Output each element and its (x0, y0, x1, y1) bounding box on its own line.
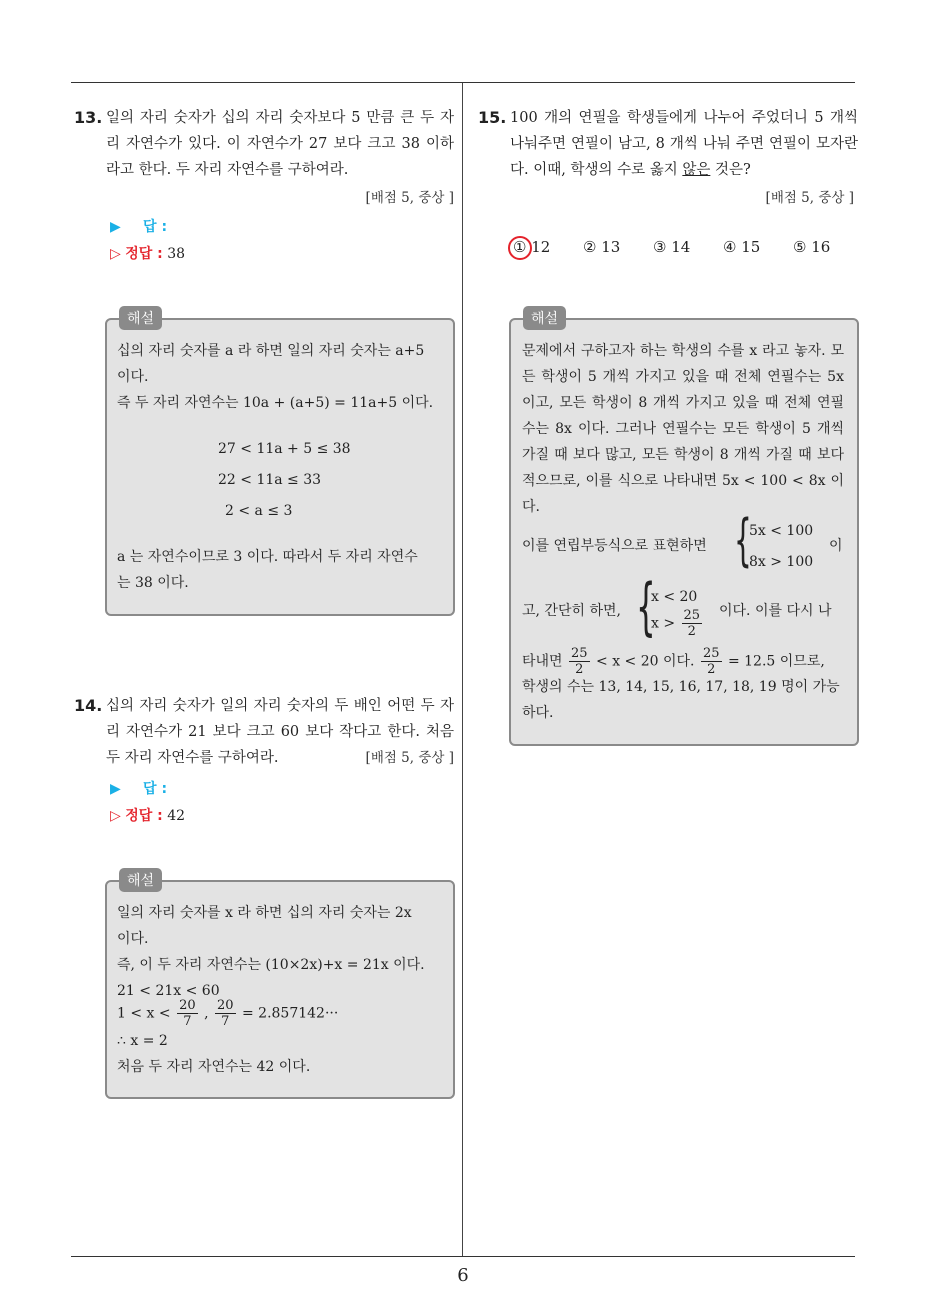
correct-value: 38 (167, 246, 186, 262)
correct-answer-line (110, 243, 185, 263)
denominator: 2 (707, 662, 716, 677)
explanation-line: 이다. (117, 369, 149, 385)
system-line: x < 20 (651, 589, 698, 605)
left-brace: { (734, 508, 752, 573)
fraction (701, 646, 722, 677)
explanation-line: 학생의 수는 13, 14, 15, 16, 17, 18, 19 명이 가능 (522, 679, 840, 695)
question-number: 13. (74, 108, 103, 127)
numerator: 25 (702, 646, 720, 661)
system-line: 5x < 100 (749, 523, 814, 539)
choice-1[interactable]: ① 12 (513, 238, 551, 256)
underlined-text: 않은 (682, 162, 711, 178)
text-part: 100 개의 연필을 학생들에게 나누어 주었더니 5 개씩 나눠주면 연필이 남고, 8 개씩 나눠 주면 연필이 모자란다. 이때, 학생의 수로 옳지 (510, 110, 858, 178)
left-brace: { (636, 570, 656, 643)
expr-part: < x < 20 이다. (596, 653, 695, 670)
explanation-line: 고, 간단히 하면, (522, 603, 621, 619)
system-line (651, 608, 704, 639)
numerator: 25 (683, 608, 701, 623)
equation-line: ∴ x = 2 (117, 1033, 168, 1049)
correct-answer-line (110, 805, 185, 825)
question-number: 15. (478, 108, 507, 127)
explanation-paragraph: 문제에서 구하고자 하는 학생의 수를 x 라고 놓자. 모든 학생이 5 개씩 가지고 있을 때 전체 연필수는 5x 이고, 모든 학생이 8 개씩 가지고 있을 때 전체 연필수는 8x 이다. 그러나 연필수는 모든 학생이 5 개씩 가질 때 보다 많고, 모든 학생이 8 개씩 가질 때 보다 적으므로, 이를 식으로 나타내면 5x < 100 < 8x 이다. (522, 343, 844, 515)
explanation-tag: 해설 (119, 868, 162, 892)
equation-line (522, 646, 825, 677)
equation-line: 22 < 11a ≤ 33 (218, 472, 322, 488)
text-part: 것은? (710, 162, 751, 178)
fraction (682, 608, 703, 639)
numerator: 20 (179, 998, 196, 1013)
numerator: 20 (216, 998, 234, 1013)
top-rule (71, 82, 855, 83)
explanation-line: 처음 두 자리 자연수는 42 이다. (117, 1059, 311, 1075)
question-text: 십의 자리 숫자가 일의 자리 숫자의 두 배인 어떤 두 자리 자연수가 21 보다 크고 60 보다 작다고 한다. 처음 두 자리 자연수를 구하여라. (106, 698, 454, 766)
expr-part: , (204, 1005, 209, 1022)
correct-label: 정답 : (125, 808, 163, 824)
explanation-line: 는 38 이다. (117, 575, 189, 591)
answer-line (110, 778, 167, 798)
play-outline-icon: ▷ (110, 808, 121, 824)
explanation-line: 즉 두 자리 자연수는 10a + (a+5) = 11a+5 이다. (117, 395, 434, 411)
expr-part: = 12.5 이므로, (727, 653, 825, 670)
question-text (510, 105, 858, 183)
choice-5[interactable]: ⑤ 16 (793, 238, 831, 256)
bottom-rule (71, 1256, 855, 1257)
denominator: 7 (221, 1014, 230, 1029)
explanation-line: 즉, 이 두 자리 자연수는 (10×2x)+x = 21x 이다. (117, 957, 425, 973)
denominator: 2 (687, 624, 696, 639)
expr-part: 1 < x < (117, 1005, 171, 1022)
explanation-tag: 해설 (119, 306, 162, 330)
explanation-tag: 해설 (523, 306, 566, 330)
equation-line: 27 < 11a + 5 ≤ 38 (218, 441, 351, 457)
expr-part: = 2.857142··· (241, 1005, 339, 1022)
score-label: [배점 5, 중상 ] (365, 750, 454, 766)
denominator: 2 (575, 662, 584, 677)
question-text: 일의 자리 숫자가 십의 자리 숫자보다 5 만큼 큰 두 자리 자연수가 있다. 이 자연수가 27 보다 크고 38 이하라고 한다. 두 자리 자연수를 구하여라. (106, 110, 454, 178)
correct-label: 정답 : (125, 246, 163, 262)
column-divider (462, 83, 463, 1256)
explanation-line: 이 (829, 538, 843, 554)
numerator: 25 (571, 646, 588, 661)
system-line: 8x > 100 (749, 554, 814, 570)
score-label: [배점 5, 중상 ] (765, 190, 854, 206)
expr-part: x > (651, 615, 676, 632)
equation-line (117, 998, 338, 1029)
equation-line: 21 < 21x < 60 (117, 983, 220, 999)
explanation-line: a 는 자연수이므로 3 이다. 따라서 두 자리 자연수 (117, 549, 418, 565)
explanation-line: 십의 자리 숫자를 a 라 하면 일의 자리 숫자는 a+5 (117, 343, 425, 359)
fraction (215, 998, 236, 1029)
play-outline-icon: ▷ (110, 246, 121, 262)
explanation-line: 일의 자리 숫자를 x 라 하면 십의 자리 숫자는 2x (117, 905, 412, 921)
explanation-line: 이다. 이를 다시 나 (719, 603, 832, 619)
page-number: 6 (457, 1265, 469, 1286)
choice-4[interactable]: ④ 15 (723, 238, 761, 256)
play-icon: ▶ (110, 781, 121, 797)
expr-part: 타내면 (522, 653, 563, 670)
answer-label: 답 : (143, 219, 168, 235)
choice-2[interactable]: ② 13 (583, 238, 621, 256)
denominator: 7 (183, 1014, 192, 1029)
correct-value: 42 (167, 808, 186, 824)
question-number: 14. (74, 696, 103, 715)
explanation-line: 이를 연립부등식으로 표현하면 (522, 538, 707, 554)
play-icon: ▶ (110, 219, 121, 235)
fraction (569, 646, 590, 677)
explanation-line: 하다. (522, 705, 554, 721)
answer-label: 답 : (143, 781, 168, 797)
equation-line: 2 < a ≤ 3 (225, 503, 293, 519)
explanation-line: 이다. (117, 931, 149, 947)
choice-3[interactable]: ③ 14 (653, 238, 691, 256)
answer-line (110, 216, 167, 236)
score-label: [배점 5, 중상 ] (365, 190, 454, 206)
fraction (177, 998, 198, 1029)
